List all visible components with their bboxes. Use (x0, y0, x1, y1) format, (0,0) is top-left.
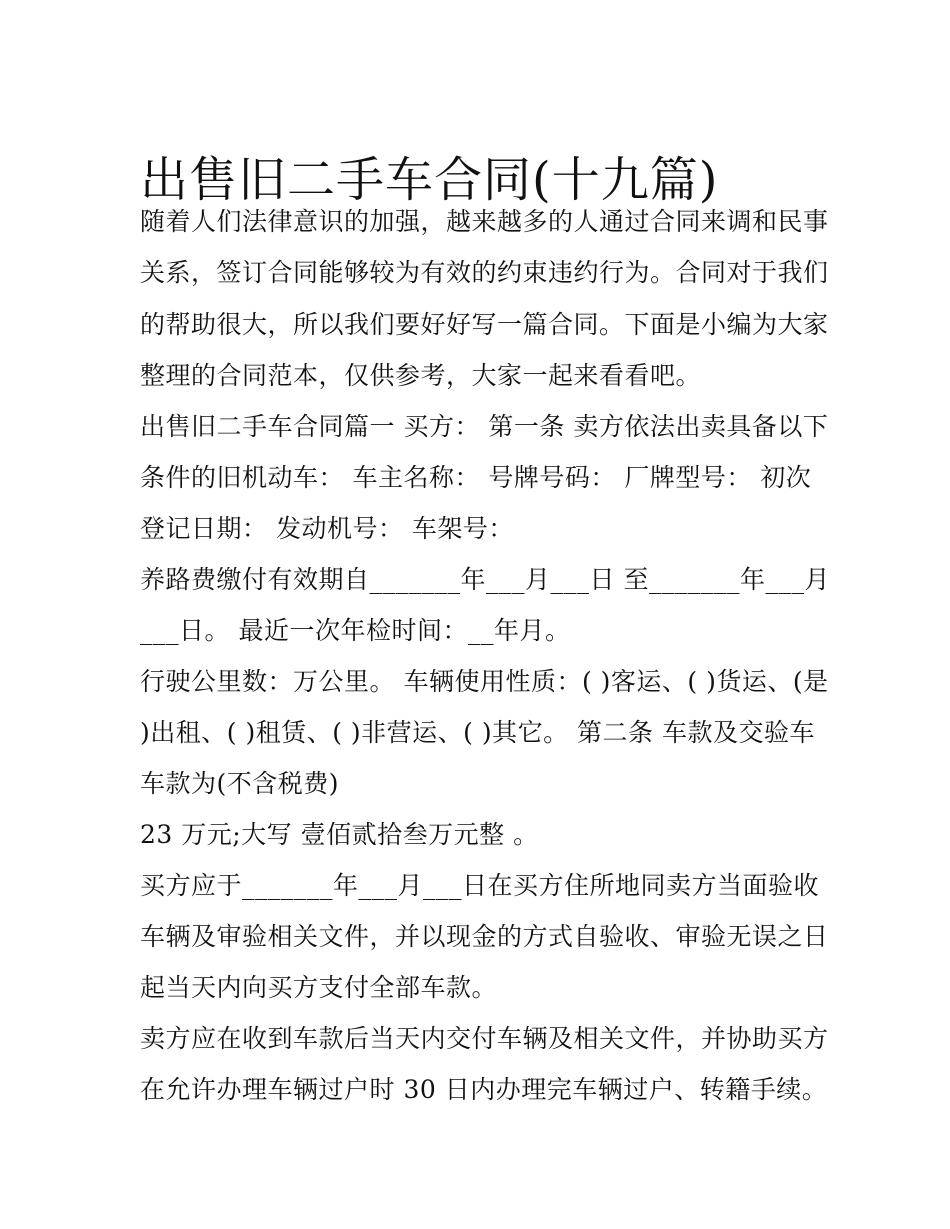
body-line-2: 关系，签订合同能够较为有效的约束违约行为。合同对于我们 (140, 258, 829, 287)
body-line-11: )出租、( )租赁、( )非营运、( )其它。 第二条 车款及交验车 (140, 718, 816, 747)
body-line-6: 条件的旧机动车： 车主名称： 号牌号码： 厂牌型号： 初次 (140, 463, 812, 492)
body-line-16: 起当天内向买方支付全部车款。 (140, 973, 498, 1002)
body-line-13: 23 万元;大写 壹佰贰拾叁万元整 。 (140, 820, 539, 849)
body-line-8: 养路费缴付有效期自_______年___月___日 至_______年___月 (140, 565, 830, 594)
body-line-9: ___日。 最近一次年检时间：__年月。 (140, 616, 571, 645)
body-line-7: 登记日期： 发动机号： 车架号： (140, 514, 514, 543)
body-line-1: 随着人们法律意识的加强，越来越多的人通过合同来调和民事 (140, 207, 829, 236)
body-line-15: 车辆及审验相关文件，并以现金的方式自验收、审验无误之日 (140, 922, 829, 951)
body-line-12: 车款为(不含税费) (140, 769, 340, 798)
document-title: 出售旧二手车合同(十九篇) (140, 152, 719, 209)
body-line-17: 卖方应在收到车款后当天内交付车辆及相关文件，并协助买方 (140, 1024, 829, 1053)
body-line-4: 整理的合同范本，仅供参考，大家一起来看看吧。 (140, 361, 702, 390)
body-line-10: 行驶公里数：万公里。 车辆使用性质：( )客运、( )货运、(是 (140, 667, 829, 696)
body-line-5: 出售旧二手车合同篇一 买方： 第一条 卖方依法出卖具备以下 (140, 412, 829, 441)
body-line-3: 的帮助很大，所以我们要好好写一篇合同。下面是小编为大家 (140, 310, 829, 339)
body-line-14: 买方应于_______年___月___日在买方住所地同卖方当面验收 (140, 871, 820, 900)
body-line-18: 在允许办理车辆过户时 30 日内办理完车辆过户、转籍手续。 (140, 1075, 828, 1104)
